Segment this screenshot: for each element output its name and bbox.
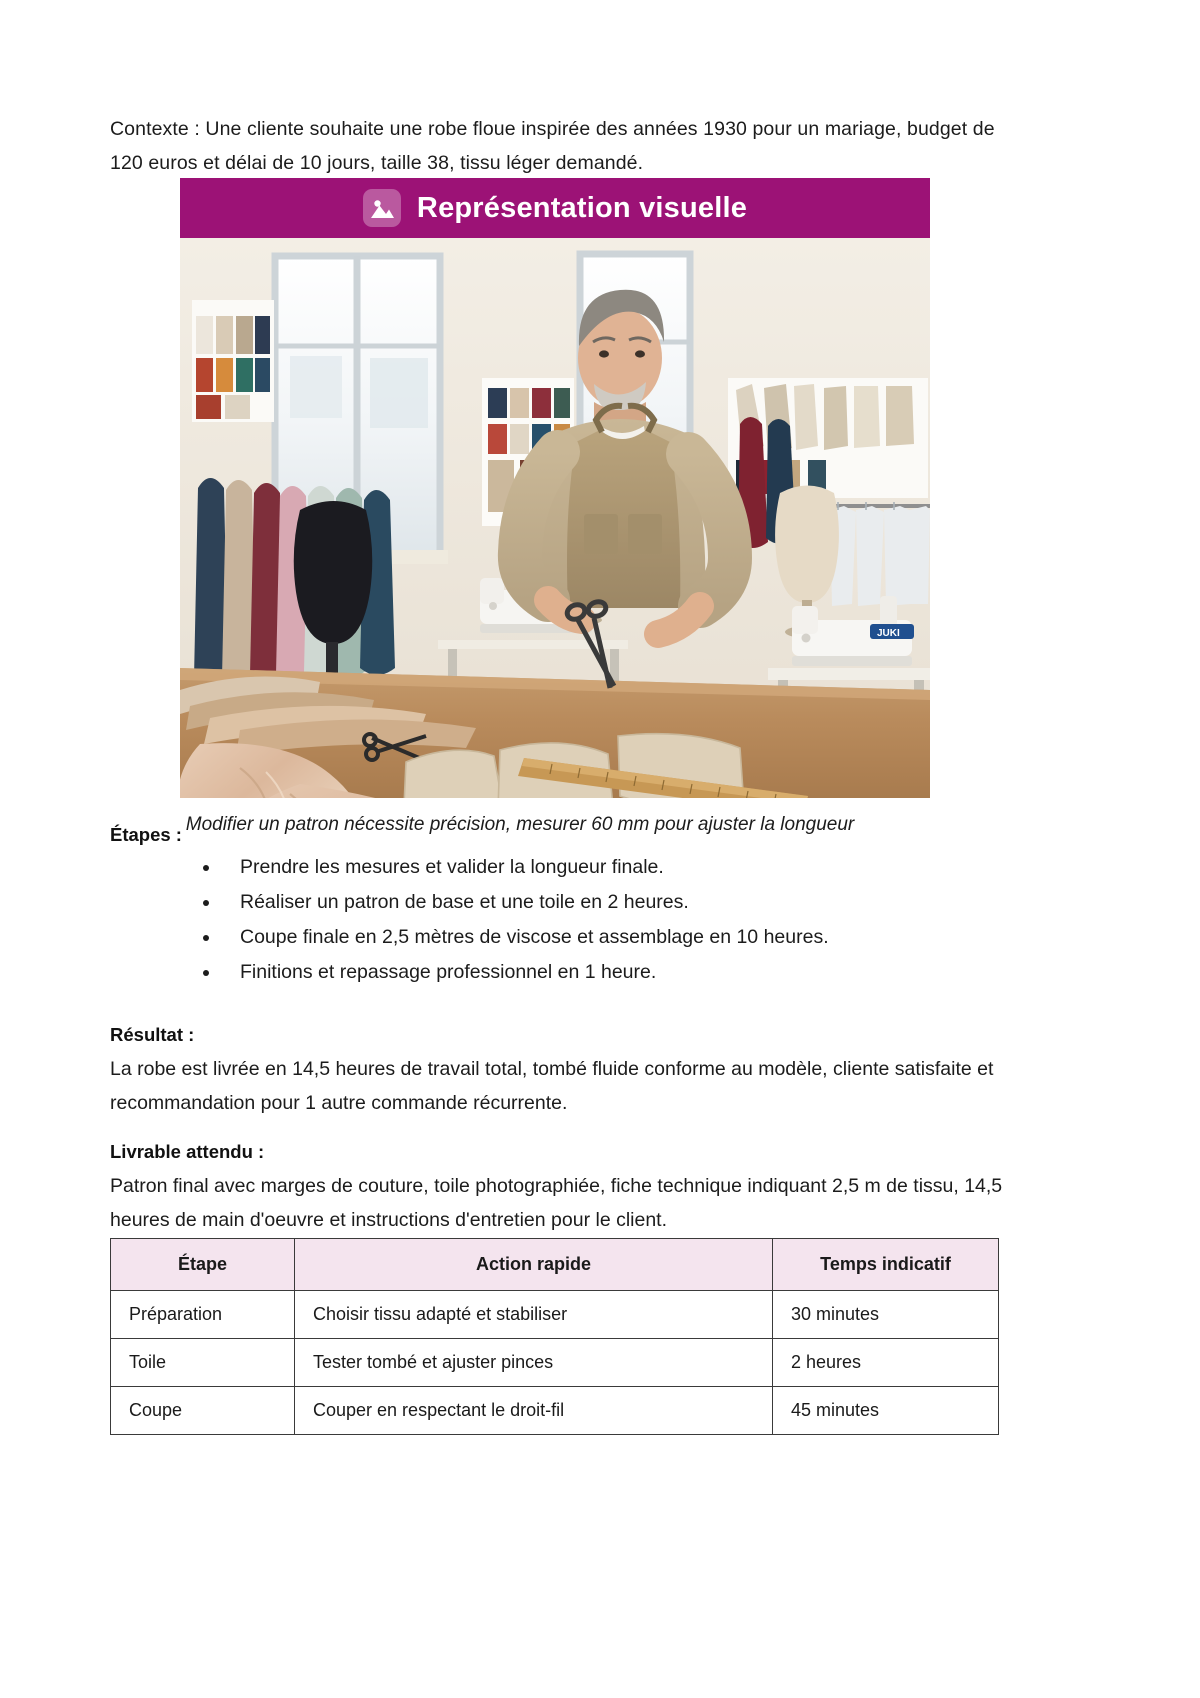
list-item: Réaliser un patron de base et une toile en 2 heures. — [110, 885, 1000, 920]
list-item: Coupe finale en 2,5 mètres de viscose et assemblage en 10 heures. — [110, 920, 1000, 955]
heading-etapes: Étapes : — [110, 823, 182, 845]
column-header-etape: Étape — [111, 1239, 295, 1291]
figure-banner — [180, 178, 930, 238]
workshop-photo — [180, 238, 930, 798]
svg-text:JUKI: JUKI — [877, 628, 900, 639]
cell-etape: Toile — [111, 1339, 295, 1387]
resultat-text: La robe est livrée en 14,5 heures de travail total, tombé fluide conforme au modèle, cliente satisfaite et recommandation pour 1 autre commande récurrente. — [110, 1057, 994, 1114]
table-row — [111, 1387, 999, 1435]
cell-etape: Coupe — [111, 1387, 295, 1435]
figure-banner-title: Représentation visuelle — [416, 191, 748, 224]
figure-caption: Modifier un patron nécessite précision, mesurer 60 mm pour ajuster la longueur — [185, 814, 855, 835]
cell-temps: 30 minutes — [773, 1291, 999, 1339]
summary-table-wrapper — [110, 1238, 998, 1435]
intro-paragraph: Contexte : Une cliente souhaite une robe floue inspirée des années 1930 pour un mariage, budget de 120 euros et délai de 10 jours, taille 38, tissu léger demandé. — [110, 117, 995, 174]
etapes-list — [110, 850, 1000, 990]
livrable-text: Patron final avec marges de couture, toile photographiée, fiche technique indiquant 2,5 m de tissu, 14,5 heures de main d'oeuvre et instructions d'entretien pour le client. — [110, 1174, 1003, 1231]
table-header-row — [111, 1239, 999, 1291]
visual-figure — [180, 178, 930, 838]
cell-temps: 2 heures — [773, 1339, 999, 1387]
table-row — [111, 1339, 999, 1387]
cell-action: Choisir tissu adapté et stabiliser — [295, 1291, 773, 1339]
column-header-action: Action rapide — [295, 1239, 773, 1291]
column-header-temps: Temps indicatif — [773, 1239, 999, 1291]
image-icon — [363, 189, 401, 227]
heading-resultat: Résultat : — [110, 1023, 195, 1045]
cell-action: Couper en respectant le droit-fil — [295, 1387, 773, 1435]
table-row — [111, 1291, 999, 1339]
cell-action: Tester tombé et ajuster pinces — [295, 1339, 773, 1387]
heading-livrable: Livrable attendu : — [110, 1140, 265, 1162]
summary-table — [110, 1238, 999, 1435]
cell-temps: 45 minutes — [773, 1387, 999, 1435]
list-item: Finitions et repassage professionnel en 1 heure. — [110, 955, 1000, 990]
cell-etape: Préparation — [111, 1291, 295, 1339]
list-item: Prendre les mesures et valider la longueur finale. — [110, 850, 1000, 885]
